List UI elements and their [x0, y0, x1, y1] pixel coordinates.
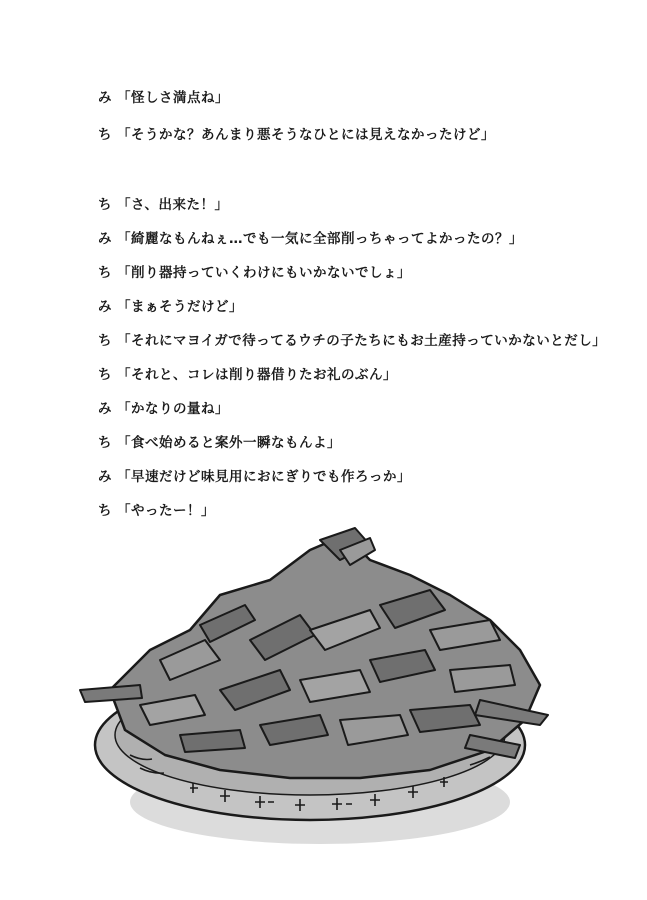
dialogue-line: [98, 467, 411, 487]
dialogue-line: [98, 399, 229, 419]
speaker-label: ち: [98, 435, 112, 451]
dialogue-text: 「綺麗なもんねぇ…でも一気に全部削っちゃってよかったの？」: [117, 231, 523, 247]
dialogue-line: [98, 229, 523, 249]
speaker-label: ち: [98, 197, 112, 213]
speaker-label: み: [98, 469, 112, 485]
speaker-label: ち: [98, 503, 112, 519]
dialogue-line: [98, 88, 229, 108]
speaker-label: み: [98, 90, 112, 106]
dialogue-text: 「さ、出来た！」: [117, 197, 229, 213]
speaker-label: ち: [98, 333, 112, 349]
dialogue-line: [98, 297, 243, 317]
dialogue-text: 「食べ始めると案外一瞬なもんよ」: [117, 435, 341, 451]
speaker-label: み: [98, 231, 112, 247]
dialogue-line: [98, 331, 606, 351]
dialogue-text: 「怪しさ満点ね」: [117, 90, 229, 106]
dialogue-line: [98, 263, 411, 283]
dialogue-line: [98, 195, 228, 215]
speaker-label: ち: [98, 265, 112, 281]
speaker-label: ち: [98, 127, 112, 143]
dialogue-line: [98, 433, 341, 453]
speaker-label: み: [98, 401, 112, 417]
dialogue-line: [98, 365, 397, 385]
dialogue-text: 「かなりの量ね」: [117, 401, 229, 417]
dialogue-text: 「それにマヨイガで待ってるウチの子たちにもお土産持っていかないとだし」: [117, 333, 607, 349]
speaker-label: ち: [98, 367, 112, 383]
basket-illustration: [70, 520, 570, 850]
dialogue-text: 「そうかな？あんまり悪そうなひとには見えなかったけど」: [117, 127, 495, 143]
dialogue-text: 「早速だけど味見用におにぎりでも作ろっか」: [117, 469, 411, 485]
dialogue-text: 「やったー！」: [117, 503, 215, 519]
speaker-label: み: [98, 299, 112, 315]
dialogue-text: 「削り器持っていくわけにもいかないでしょ」: [117, 265, 411, 281]
dialogue-line: [98, 501, 215, 521]
dialogue-text: 「まぁそうだけど」: [117, 299, 243, 315]
dialogue-text: 「それと、コレは削り器借りたお礼のぶん」: [117, 367, 397, 383]
dialogue-line: [98, 125, 495, 145]
